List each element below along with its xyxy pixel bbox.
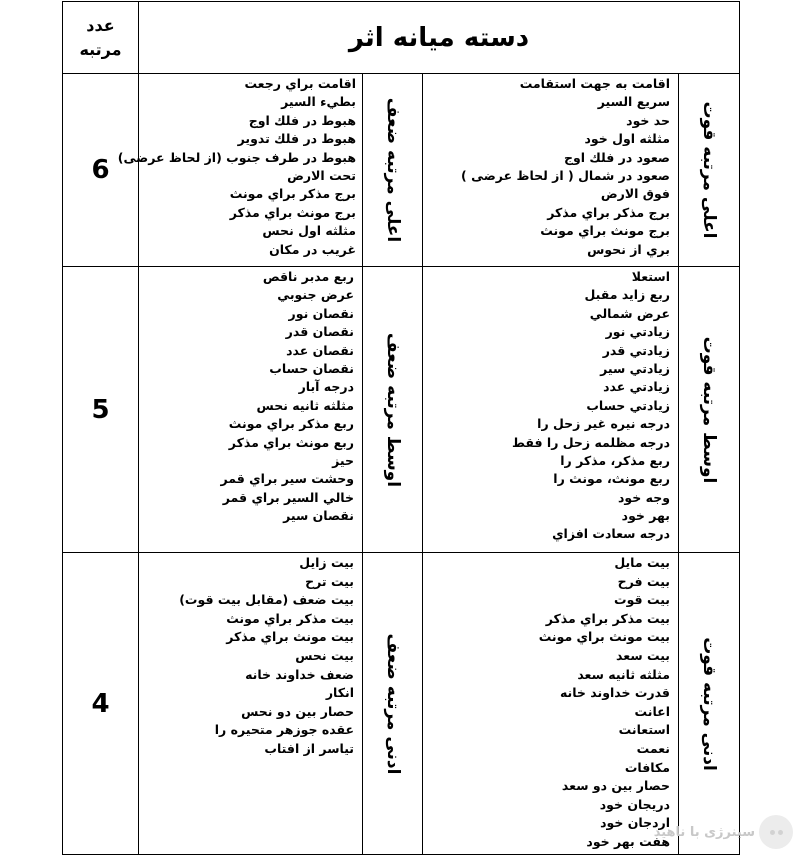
list-item: حصار بين دو نحس (241, 703, 354, 719)
list-item: مثلثه ثانيه نحس (256, 397, 354, 413)
list-item: اقامت به جهت استقامت (519, 76, 670, 91)
list-item: نعمت (636, 740, 670, 756)
strength-list-cell (423, 553, 679, 855)
strength-label-cell (679, 267, 740, 553)
astrology-table (62, 1, 740, 855)
watermark-text: سینرژی با ناهید (653, 825, 755, 840)
weakness-label-cell (363, 553, 423, 855)
list-item: عقده جوزهر متحيره را (214, 722, 354, 738)
list-item: استعانت (618, 722, 670, 738)
strength-list (423, 74, 678, 259)
list-item: تحت الارض (287, 167, 356, 183)
list-item: عرض شمالي (589, 305, 670, 321)
strength-label: اوسط مرتبه قوت (699, 336, 719, 483)
list-item: درجه مظلمه زحل را فقط (512, 434, 670, 450)
list-item: هبوط در فلك اوج (248, 112, 356, 128)
list-item: برج مونث براي مونث (540, 223, 670, 239)
list-item: درجه سعادت افزاي (552, 526, 670, 542)
weakness-list-cell (139, 267, 363, 553)
strength-label: اعلی مرتبه قوت (699, 101, 719, 239)
list-item: برج مذكر براي مذكر (547, 204, 670, 220)
weakness-label: اعلی مرتبه ضعف (382, 97, 403, 243)
list-item: ربع مونث، مونث را (553, 471, 670, 487)
rank-count: 4 (63, 553, 139, 855)
list-item: ضعف خداوند خانه (245, 666, 354, 682)
strength-list-cell (423, 267, 679, 553)
rank-count: 6 (63, 74, 139, 267)
list-item: زيادتي قدر (602, 342, 670, 358)
list-item: نقصان سير (283, 508, 354, 524)
list-item: بيت مايل (614, 555, 670, 570)
weakness-list (139, 267, 362, 525)
list-item: وجه خود (618, 489, 670, 505)
list-item: اقامت براي رجعت (244, 76, 356, 91)
rank-row-5 (63, 267, 740, 553)
list-item: بري از نحوس (587, 241, 670, 257)
list-item: مثلثه اول خود (584, 131, 670, 147)
page-title: دسته میانه اثر (139, 2, 740, 74)
weakness-label: اوسط مرتبه ضعف (382, 332, 403, 487)
list-item: بيت زايل (299, 555, 354, 570)
list-item: اردجان خود (600, 815, 670, 831)
list-item: هبوط در طرف جنوب (از لحاظ عرضی) (117, 149, 356, 165)
list-item: بطيء السير (281, 94, 356, 110)
watermark-logo-icon (759, 815, 793, 849)
strength-label: ادنی مرتبه قوت (699, 636, 719, 771)
list-item: زيادتي عدد (603, 379, 670, 395)
list-item: ربع زايد مقبل (584, 287, 670, 303)
weakness-list (139, 553, 362, 759)
list-item: اعانت (634, 703, 670, 719)
list-item: انكار (325, 685, 354, 701)
list-item: برج مونث براي مذكر (229, 204, 356, 220)
rank-row-6 (63, 74, 740, 267)
list-item: تياسر از افتاب (264, 740, 354, 756)
strength-list (423, 267, 678, 544)
list-item: فوق الارض (600, 186, 670, 202)
list-item: بيت سعد (616, 647, 670, 663)
list-item: درجه نيره غير زحل را (537, 416, 670, 432)
list-item: استعلا (631, 269, 670, 284)
list-item: حد خود (626, 112, 670, 128)
list-item: وحشت سير براي قمر (220, 471, 354, 487)
list-item: بيت نحس (295, 647, 354, 663)
rank-count: 5 (63, 267, 139, 553)
list-item: حصار بين دو سعد (561, 778, 670, 794)
list-item: بيت ترح (305, 573, 354, 589)
weakness-label-cell (363, 267, 423, 553)
list-item: عرض جنوبي (277, 287, 354, 303)
list-item: حيز (332, 452, 354, 468)
list-item: بيت فرح (617, 573, 670, 589)
count-header-line1: عدد (86, 15, 115, 35)
list-item: قدرت خداوند خانه (559, 685, 670, 701)
list-item: ربع مذكر براي مونث (228, 416, 354, 432)
list-item: نقصان حساب (269, 360, 354, 376)
list-item: زيادتي حساب (586, 397, 670, 413)
list-item: خالي السير براي قمر (222, 489, 354, 505)
list-item: مثلثه ثانيه سعد (577, 666, 670, 682)
list-item: نقصان عدد (286, 342, 354, 358)
list-item: ربع مذكر، مذكر را (560, 452, 670, 468)
strength-label-cell (679, 553, 740, 855)
weakness-label: ادنی مرتبه ضعف (382, 633, 403, 774)
list-item: هبوط در فلك تدوير (237, 131, 356, 147)
list-item: زيادتي نور (605, 324, 670, 340)
count-header-cell (63, 2, 139, 74)
list-item: مكافات (624, 759, 670, 775)
list-item: سريع السير (597, 94, 670, 110)
list-item: بيت مونث براي مذكر (226, 629, 354, 645)
weakness-list (117, 74, 362, 259)
list-item: زيادتي سير (600, 360, 670, 376)
list-item: دريجان خود (599, 796, 670, 812)
list-item: برج مذكر براي مونث (229, 186, 356, 202)
list-item: نقصان نور (288, 305, 354, 321)
list-item: درجه آبار (298, 379, 354, 395)
weakness-list-cell (139, 553, 363, 855)
list-item: مثلثه اول نحس (262, 223, 356, 239)
list-item: صعود در شمال ( از لحاظ عرضی ) (461, 167, 670, 183)
list-item: ربع مدبر ناقص (262, 269, 354, 284)
watermark (632, 815, 797, 853)
list-item: صعود در فلك اوج (563, 149, 670, 165)
weakness-list-cell (117, 74, 363, 267)
header-row (63, 2, 740, 74)
list-item: بهر خود (621, 508, 670, 524)
list-item: نقصان قدر (285, 324, 354, 340)
strength-label-cell (679, 74, 740, 267)
count-header-line2: مرتبه (79, 39, 122, 59)
list-item: هفت بهر خود (586, 833, 670, 849)
list-item: بيت مذكر براي مذكر (545, 610, 670, 626)
weakness-label-cell (363, 74, 423, 267)
strength-list-cell (423, 74, 679, 267)
list-item: بيت ضعف (مقابل بيت قوت) (179, 592, 354, 608)
list-item: بيت مونث براي مونث (538, 629, 670, 645)
list-item: بيت مذكر براي مونث (226, 610, 354, 626)
list-item: بيت قوت (614, 592, 670, 608)
strength-list (423, 553, 678, 852)
rank-row-4 (63, 553, 740, 855)
list-item: غريب در مكان (269, 241, 356, 257)
list-item: ربع مونث براي مذكر (228, 434, 354, 450)
